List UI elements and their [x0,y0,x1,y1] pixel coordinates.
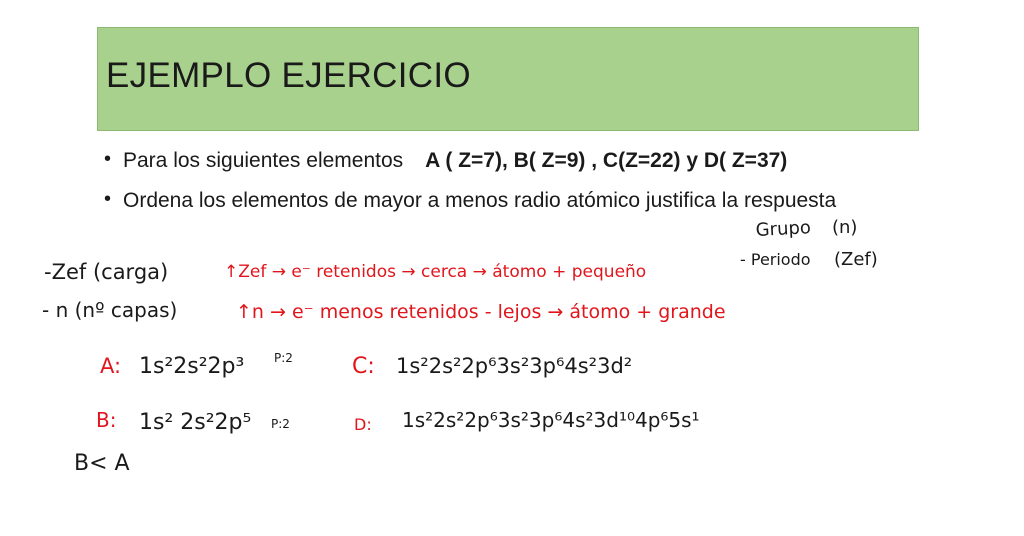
zef-reasoning: ↑Zef → e⁻ retenidos → cerca → átomo + pequeño [224,262,647,282]
config-c: 1s²2s²2p⁶3s²3p⁶4s²3d² [396,354,633,378]
comparison: B< A [74,451,130,476]
config-a-period: P:2 [274,351,293,365]
config-b-period: P:2 [271,417,290,431]
config-b: 1s² 2s²2p⁵ [139,410,252,435]
n-label: - n (nº capas) [42,298,178,322]
note-grupo: Grupo [755,217,812,241]
config-a: 1s²2s²2p³ [139,354,245,379]
n-reasoning: ↑n → e⁻ menos retenidos - lejos → átomo + grande [236,301,726,323]
bullet-question: • Ordena los elementos de mayor a menos radio atómico justifica la respuesta [104,186,883,215]
slide-title: EJEMPLO EJERCICIO [106,56,471,95]
config-d-label: D: [354,415,372,434]
config-d: 1s²2s²2p⁶3s²3p⁶4s²3d¹⁰4p⁶5s¹ [402,408,700,432]
note-periodo: - Periodo [740,250,811,269]
note-grupo-n: (n) [832,217,858,238]
bullet-text: Para los siguientes elementos [123,149,404,172]
config-a-label: A: [100,354,122,378]
config-c-label: C: [352,354,375,379]
zef-label: -Zef (carga) [44,260,169,284]
config-b-label: B: [96,408,117,432]
bullet-elements-bold: A ( Z=7), B( Z=9) , C(Z=22) y D( Z=37) [425,149,788,172]
note-periodo-zef: (Zef) [834,249,878,270]
